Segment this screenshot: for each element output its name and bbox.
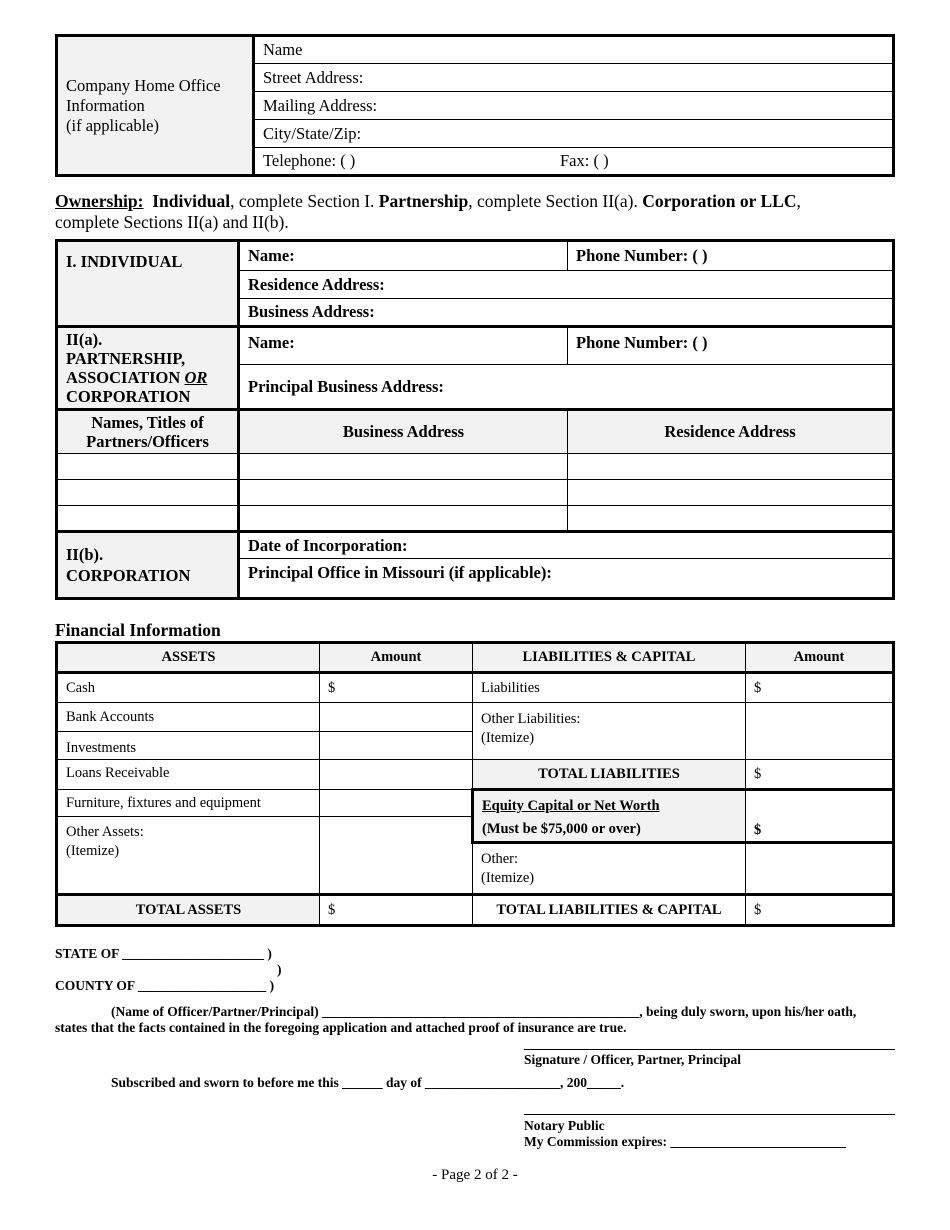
- partner-residence-cell[interactable]: [568, 454, 894, 480]
- home-office-phone-row[interactable]: [254, 148, 894, 176]
- partner-business-cell[interactable]: [239, 480, 568, 506]
- partnership-phone-field[interactable]: Phone Number: ( ): [568, 327, 894, 365]
- partner-business-cell[interactable]: [239, 506, 568, 532]
- ownership-paragraph: Ownership: Individual, complete Section I. Partnership, complete Section II(a). Corporation or LLC, complete Sections II(a) and II(b).: [55, 191, 801, 232]
- individual-name-field[interactable]: Name:: [239, 241, 568, 271]
- cash-label: Cash: [57, 673, 320, 703]
- partner-row: [57, 454, 894, 480]
- individual-business-field[interactable]: Business Address:: [239, 299, 894, 327]
- financial-title: Financial Information: [55, 620, 221, 640]
- furniture-amount-field[interactable]: [320, 790, 473, 817]
- signature-line[interactable]: [524, 1049, 895, 1050]
- partners-names-header: Names, Titles of Partners/Officers: [57, 410, 239, 454]
- loans-receivable-label: Loans Receivable: [57, 760, 320, 790]
- bank-accounts-amount-field[interactable]: [320, 703, 473, 732]
- oath-statement: (Name of Officer/Partner/Principal) _______________________________________________, being duly sworn, upon his/her oath, states that the facts contained in the foregoing application and attached proof of insurance are true.: [55, 1004, 905, 1036]
- date-of-incorporation-field[interactable]: Date of Incorporation:: [239, 532, 894, 559]
- home-office-table: [55, 34, 895, 177]
- partner-business-cell[interactable]: [239, 454, 568, 480]
- ownership-table: [55, 239, 895, 600]
- investments-amount-field[interactable]: [320, 732, 473, 760]
- section-iib-label: II(b). CORPORATION: [57, 532, 239, 599]
- home-office-street-field[interactable]: Street Address:: [254, 64, 894, 92]
- total-liabilities-label: TOTAL LIABILITIES: [473, 760, 746, 790]
- page-number: - Page 2 of 2 -: [432, 1167, 518, 1183]
- ownership-heading: Ownership:: [55, 191, 144, 211]
- fax-field[interactable]: Fax: ( ): [560, 151, 609, 170]
- section-i-label: I. INDIVIDUAL: [57, 241, 239, 327]
- telephone-field[interactable]: Telephone: ( ): [263, 151, 356, 170]
- other-liabilities-label: Other Liabilities: (Itemize): [473, 703, 746, 760]
- home-office-label: Company Home Office Information (if applicable): [57, 36, 254, 176]
- assets-header: ASSETS: [57, 643, 320, 673]
- officer-name-field[interactable]: (Name of Officer/Partner/Principal) _______________________________________________, being duly sworn, upon his/her oath,: [111, 1004, 857, 1019]
- signature-label: Signature / Officer, Partner, Principal: [524, 1052, 741, 1067]
- financial-table: [55, 641, 895, 927]
- cash-amount-field[interactable]: $: [320, 673, 473, 703]
- partner-name-cell[interactable]: [57, 506, 239, 532]
- notary-block: [524, 1118, 846, 1150]
- total-assets-amount-field[interactable]: $: [320, 895, 473, 926]
- equity-capital-label: Equity Capital or Net Worth (Must be $75,000 or over): [473, 790, 746, 843]
- partner-residence-cell[interactable]: [568, 506, 894, 532]
- liabilities-amount-header: Amount: [746, 643, 894, 673]
- liabilities-amount-field[interactable]: $: [746, 673, 894, 703]
- individual-phone-field[interactable]: Phone Number: ( ): [568, 241, 894, 271]
- total-liabilities-capital-label: TOTAL LIABILITIES & CAPITAL: [473, 895, 746, 926]
- partnership-name-field[interactable]: Name:: [239, 327, 568, 365]
- notary-signature-line[interactable]: [524, 1114, 895, 1115]
- section-iia-label: II(a). PARTNERSHIP, ASSOCIATION OR CORPORATION: [57, 327, 239, 410]
- commission-expires-field[interactable]: My Commission expires: __________________________: [524, 1134, 846, 1149]
- home-office-mailing-field[interactable]: Mailing Address:: [254, 92, 894, 120]
- other-assets-label: Other Assets: (Itemize): [57, 817, 320, 895]
- investments-label: Investments: [57, 732, 320, 760]
- partner-name-cell[interactable]: [57, 480, 239, 506]
- principal-office-missouri-field[interactable]: Principal Office in Missouri (if applicable):: [239, 559, 894, 599]
- partner-residence-cell[interactable]: [568, 480, 894, 506]
- county-of-field[interactable]: COUNTY OF ___________________ ): [55, 978, 275, 993]
- total-assets-label: TOTAL ASSETS: [57, 895, 320, 926]
- venue-block: STATE OF _____________________ ) ) COUNTY OF ___________________ ): [55, 946, 282, 993]
- liabilities-header: LIABILITIES & CAPITAL: [473, 643, 746, 673]
- individual-residence-field[interactable]: Residence Address:: [239, 271, 894, 299]
- partners-business-header: Business Address: [239, 410, 568, 454]
- home-office-city-field[interactable]: City/State/Zip:: [254, 120, 894, 148]
- loans-receivable-amount-field[interactable]: [320, 760, 473, 790]
- furniture-label: Furniture, fixtures and equipment: [57, 790, 320, 817]
- other-amount-field[interactable]: [746, 843, 894, 895]
- equity-capital-amount-field[interactable]: $: [746, 790, 894, 843]
- subscribed-sworn-field[interactable]: Subscribed and sworn to before me this ______ day of ____________________, 200_____.: [111, 1075, 625, 1090]
- liabilities-label: Liabilities: [473, 673, 746, 703]
- partner-row: [57, 506, 894, 532]
- partner-row: [57, 480, 894, 506]
- bank-accounts-label: Bank Accounts: [57, 703, 320, 732]
- assets-amount-header: Amount: [320, 643, 473, 673]
- other-label: Other: (Itemize): [473, 843, 746, 895]
- partner-name-cell[interactable]: [57, 454, 239, 480]
- principal-business-address-field[interactable]: Principal Business Address:: [239, 365, 894, 410]
- other-assets-amount-field[interactable]: [320, 817, 473, 895]
- other-liabilities-amount-field[interactable]: [746, 703, 894, 760]
- home-office-name-field[interactable]: Name: [254, 36, 894, 64]
- notary-public-label: Notary Public: [524, 1118, 605, 1133]
- total-liabilities-capital-amount-field[interactable]: $: [746, 895, 894, 926]
- state-of-field[interactable]: STATE OF _____________________ ): [55, 946, 272, 961]
- partners-residence-header: Residence Address: [568, 410, 894, 454]
- total-liabilities-amount-field[interactable]: $: [746, 760, 894, 790]
